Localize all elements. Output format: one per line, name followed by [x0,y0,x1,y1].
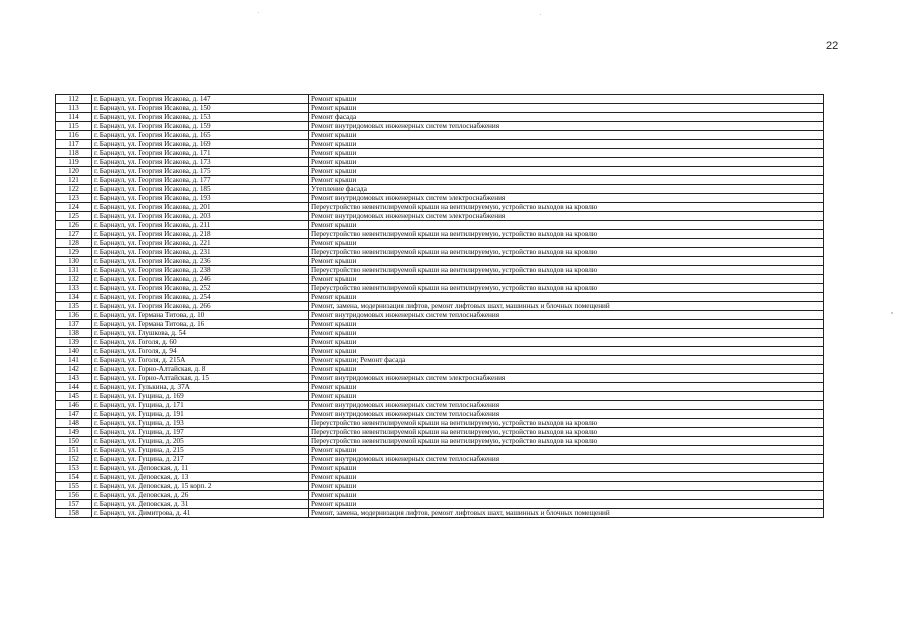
row-address-cell: г. Барнаул, ул. Германа Титова, д. 16 [92,320,309,329]
row-work-cell: Ремонт, замена, модернизация лифтов, ремонт лифтовых шахт, машинных и блочных помещений [309,302,824,311]
table-row [56,257,824,266]
row-number-cell: 133 [56,284,92,293]
row-address-cell: г. Барнаул, ул. Деповская, д. 31 [92,500,309,509]
row-number-cell: 147 [56,410,92,419]
row-address-cell: г. Барнаул, ул. Глушкова, д. 54 [92,329,309,338]
row-work-cell: Ремонт фасада [309,113,824,122]
row-work-cell: Ремонт крыши [309,275,824,284]
table-row [56,284,824,293]
row-work-cell: Ремонт внутридомовых инженерных систем теплоснабжения [309,410,824,419]
row-work-cell: Переустройство невентилируемой крыши на вентилируемую, устройство выходов на кровлю [309,428,824,437]
table-row [56,239,824,248]
row-work-cell: Ремонт внутридомовых инженерных систем электроснабжения [309,194,824,203]
row-address-cell: г. Барнаул, ул. Георгия Исакова, д. 254 [92,293,309,302]
table-row [56,149,824,158]
row-number-cell: 117 [56,140,92,149]
row-work-cell: Переустройство невентилируемой крыши на вентилируемую, устройство выходов на кровлю [309,419,824,428]
row-address-cell: г. Барнаул, ул. Георгия Исакова, д. 236 [92,257,309,266]
row-address-cell: г. Барнаул, ул. Горно-Алтайская, д. 8 [92,365,309,374]
row-number-cell: 142 [56,365,92,374]
row-work-cell: Переустройство невентилируемой крыши на вентилируемую, устройство выходов на кровлю [309,230,824,239]
row-address-cell: г. Барнаул, ул. Георгия Исакова, д. 165 [92,131,309,140]
row-number-cell: 146 [56,401,92,410]
row-address-cell: г. Барнаул, ул. Деповская, д. 13 [92,473,309,482]
table-row [56,176,824,185]
table-row [56,446,824,455]
row-address-cell: г. Барнаул, ул. Георгия Исакова, д. 177 [92,176,309,185]
table-row [56,203,824,212]
row-number-cell: 116 [56,131,92,140]
row-number-cell: 124 [56,203,92,212]
row-work-cell: Ремонт внутридомовых инженерных систем теплоснабжения [309,401,824,410]
row-number-cell: 149 [56,428,92,437]
row-address-cell: г. Барнаул, ул. Гущина, д. 215 [92,446,309,455]
row-work-cell: Ремонт внутридомовых инженерных систем теплоснабжения [309,311,824,320]
row-number-cell: 127 [56,230,92,239]
row-number-cell: 114 [56,113,92,122]
row-address-cell: г. Барнаул, ул. Георгия Исакова, д. 193 [92,194,309,203]
table-row [56,158,824,167]
row-work-cell: Ремонт крыши [309,167,824,176]
table-row [56,419,824,428]
row-number-cell: 135 [56,302,92,311]
scan-speck [891,312,893,314]
row-work-cell: Ремонт крыши [309,104,824,113]
row-number-cell: 115 [56,122,92,131]
row-address-cell: г. Барнаул, ул. Георгия Исакова, д. 159 [92,122,309,131]
register-body [56,95,824,518]
row-address-cell: г. Барнаул, ул. Гоголя, д. 215А [92,356,309,365]
row-number-cell: 153 [56,464,92,473]
row-work-cell: Ремонт внутридомовых инженерных систем электроснабжения [309,212,824,221]
table-row [56,194,824,203]
row-address-cell: г. Барнаул, ул. Георгия Исакова, д. 238 [92,266,309,275]
row-address-cell: г. Барнаул, ул. Гущина, д. 217 [92,455,309,464]
row-address-cell: г. Барнаул, ул. Георгия Исакова, д. 246 [92,275,309,284]
row-number-cell: 148 [56,419,92,428]
table-row [56,347,824,356]
row-work-cell: Ремонт крыши [309,140,824,149]
row-number-cell: 122 [56,185,92,194]
row-address-cell: г. Барнаул, ул. Георгия Исакова, д. 252 [92,284,309,293]
row-address-cell: г. Барнаул, ул. Гулькина, д. 37А [92,383,309,392]
row-address-cell: г. Барнаул, ул. Георгия Исакова, д. 173 [92,158,309,167]
row-address-cell: г. Барнаул, ул. Георгия Исакова, д. 221 [92,239,309,248]
row-number-cell: 144 [56,383,92,392]
table-row [56,473,824,482]
table-row [56,392,824,401]
row-number-cell: 132 [56,275,92,284]
row-number-cell: 128 [56,239,92,248]
row-work-cell: Ремонт крыши [309,149,824,158]
page-number: 22 [826,40,839,52]
table-row [56,383,824,392]
table-row [56,140,824,149]
table-row [56,410,824,419]
row-work-cell: Ремонт крыши [309,158,824,167]
scan-speck [540,14,541,15]
row-number-cell: 156 [56,491,92,500]
row-work-cell: Ремонт крыши [309,320,824,329]
table-row [56,266,824,275]
table-row [56,320,824,329]
table-row [56,374,824,383]
table-row [56,131,824,140]
row-number-cell: 130 [56,257,92,266]
row-work-cell: Ремонт крыши [309,500,824,509]
row-address-cell: г. Барнаул, ул. Гоголя, д. 60 [92,338,309,347]
row-address-cell: г. Барнаул, ул. Деповская, д. 15 корп. 2 [92,482,309,491]
row-work-cell: Ремонт крыши [309,392,824,401]
row-address-cell: г. Барнаул, ул. Деповская, д. 26 [92,491,309,500]
row-work-cell: Ремонт крыши [309,482,824,491]
row-work-cell: Ремонт внутридомовых инженерных систем теплоснабжения [309,122,824,131]
table-row [56,491,824,500]
table-row [56,167,824,176]
row-address-cell: г. Барнаул, ул. Гущина, д. 169 [92,392,309,401]
row-address-cell: г. Барнаул, ул. Горно-Алтайская, д. 15 [92,374,309,383]
table-row [56,356,824,365]
row-work-cell: Ремонт крыши [309,95,824,104]
table-row [56,365,824,374]
table-row [56,338,824,347]
table-row [56,428,824,437]
row-address-cell: г. Барнаул, ул. Гущина, д. 205 [92,437,309,446]
table-row [56,455,824,464]
row-number-cell: 139 [56,338,92,347]
table-row [56,293,824,302]
table-row [56,248,824,257]
row-address-cell: г. Барнаул, ул. Гущина, д. 191 [92,410,309,419]
row-address-cell: г. Барнаул, ул. Георгия Исакова, д. 171 [92,149,309,158]
table-row [56,275,824,284]
row-address-cell: г. Барнаул, ул. Георгия Исакова, д. 218 [92,230,309,239]
row-number-cell: 140 [56,347,92,356]
row-number-cell: 118 [56,149,92,158]
row-work-cell: Ремонт крыши [309,338,824,347]
table-row [56,437,824,446]
table-row [56,311,824,320]
row-work-cell: Ремонт крыши [309,131,824,140]
row-address-cell: г. Барнаул, ул. Георгия Исакова, д. 147 [92,95,309,104]
row-work-cell: Ремонт крыши [309,473,824,482]
row-number-cell: 158 [56,509,92,518]
table-row [56,122,824,131]
row-address-cell: г. Барнаул, ул. Георгия Исакова, д. 185 [92,185,309,194]
row-work-cell: Ремонт внутридомовых инженерных систем электроснабжения [309,374,824,383]
row-address-cell: г. Барнаул, ул. Гущина, д. 197 [92,428,309,437]
table-row [56,113,824,122]
row-number-cell: 129 [56,248,92,257]
row-number-cell: 131 [56,266,92,275]
row-number-cell: 123 [56,194,92,203]
row-work-cell: Переустройство невентилируемой крыши на вентилируемую, устройство выходов на кровлю [309,266,824,275]
row-work-cell: Ремонт крыши; Ремонт фасада [309,356,824,365]
row-number-cell: 137 [56,320,92,329]
row-address-cell: г. Барнаул, ул. Георгия Исакова, д. 175 [92,167,309,176]
table-row [56,500,824,509]
row-number-cell: 154 [56,473,92,482]
row-number-cell: 141 [56,356,92,365]
row-address-cell: г. Барнаул, ул. Георгия Исакова, д. 266 [92,302,309,311]
row-number-cell: 152 [56,455,92,464]
row-work-cell: Ремонт крыши [309,383,824,392]
row-number-cell: 121 [56,176,92,185]
address-register-table [55,94,824,518]
row-number-cell: 151 [56,446,92,455]
row-number-cell: 155 [56,482,92,491]
table-row [56,401,824,410]
row-number-cell: 125 [56,212,92,221]
row-work-cell: Ремонт крыши [309,446,824,455]
row-number-cell: 150 [56,437,92,446]
row-address-cell: г. Барнаул, ул. Георгия Исакова, д. 150 [92,104,309,113]
row-work-cell: Переустройство невентилируемой крыши на вентилируемую, устройство выходов на кровлю [309,248,824,257]
scan-speck [258,12,259,13]
table-row [56,95,824,104]
row-work-cell: Ремонт внутридомовых инженерных систем теплоснабжения [309,455,824,464]
row-work-cell: Ремонт крыши [309,221,824,230]
row-address-cell: г. Барнаул, ул. Георгия Исакова, д. 203 [92,212,309,221]
row-work-cell: Ремонт крыши [309,347,824,356]
row-work-cell: Ремонт крыши [309,365,824,374]
row-address-cell: г. Барнаул, ул. Георгия Исакова, д. 153 [92,113,309,122]
table-row [56,221,824,230]
row-work-cell: Ремонт крыши [309,329,824,338]
row-number-cell: 143 [56,374,92,383]
row-address-cell: г. Барнаул, ул. Гущина, д. 171 [92,401,309,410]
row-address-cell: г. Барнаул, ул. Георгия Исакова, д. 169 [92,140,309,149]
row-number-cell: 138 [56,329,92,338]
row-number-cell: 145 [56,392,92,401]
row-address-cell: г. Барнаул, ул. Гущина, д. 193 [92,419,309,428]
row-work-cell: Переустройство невентилируемой крыши на вентилируемую, устройство выходов на кровлю [309,437,824,446]
row-address-cell: г. Барнаул, ул. Димитрова, д. 41 [92,509,309,518]
row-number-cell: 112 [56,95,92,104]
row-address-cell: г. Барнаул, ул. Гоголя, д. 94 [92,347,309,356]
table-row [56,509,824,518]
row-number-cell: 119 [56,158,92,167]
row-address-cell: г. Барнаул, ул. Георгия Исакова, д. 201 [92,203,309,212]
table-row [56,464,824,473]
table-row [56,302,824,311]
row-number-cell: 113 [56,104,92,113]
row-number-cell: 157 [56,500,92,509]
row-address-cell: г. Барнаул, ул. Георгия Исакова, д. 231 [92,248,309,257]
row-work-cell: Ремонт крыши [309,239,824,248]
row-address-cell: г. Барнаул, ул. Георгия Исакова, д. 211 [92,221,309,230]
row-work-cell: Ремонт крыши [309,257,824,266]
row-number-cell: 126 [56,221,92,230]
row-work-cell: Ремонт крыши [309,293,824,302]
row-work-cell: Ремонт крыши [309,464,824,473]
table-row [56,230,824,239]
row-work-cell: Переустройство невентилируемой крыши на вентилируемую, устройство выходов на кровлю [309,284,824,293]
row-work-cell: Ремонт, замена, модернизация лифтов, ремонт лифтовых шахт, машинных и блочных помещений [309,509,824,518]
table-row [56,212,824,221]
table-row [56,329,824,338]
table-row [56,185,824,194]
row-address-cell: г. Барнаул, ул. Германа Титова, д. 10 [92,311,309,320]
row-work-cell: Утепление фасада [309,185,824,194]
row-number-cell: 120 [56,167,92,176]
row-work-cell: Переустройство невентилируемой крыши на вентилируемую, устройство выходов на кровлю [309,203,824,212]
row-work-cell: Ремонт крыши [309,491,824,500]
table-row [56,104,824,113]
table-row [56,482,824,491]
row-work-cell: Ремонт крыши [309,176,824,185]
row-address-cell: г. Барнаул, ул. Деповская, д. 11 [92,464,309,473]
row-number-cell: 134 [56,293,92,302]
row-number-cell: 136 [56,311,92,320]
